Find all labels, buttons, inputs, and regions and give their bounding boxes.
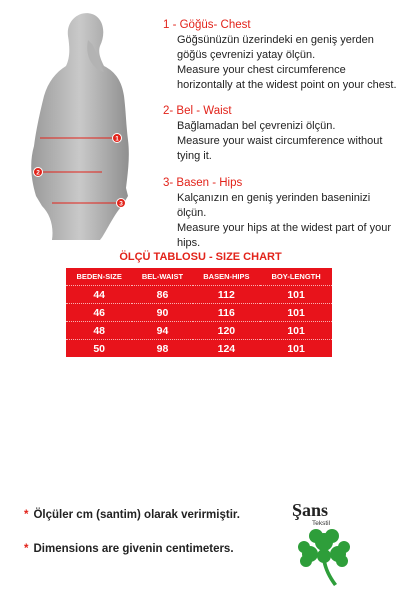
- instruction-heading: 2- Bel - Waist: [163, 105, 232, 117]
- asterisk-icon: *: [24, 543, 29, 555]
- table-cell: 101: [260, 322, 332, 340]
- mannequin-figure: [0, 0, 160, 240]
- brand-logo: [286, 500, 366, 590]
- table-row: [66, 286, 332, 304]
- mannequin-silhouette: [31, 13, 129, 240]
- table-cell: 112: [193, 286, 261, 304]
- note-units-tr: [24, 509, 240, 521]
- table-cell: 44: [66, 286, 132, 304]
- clover-icon: [294, 526, 354, 590]
- note-units-en: [24, 543, 234, 555]
- instruction-chest: [163, 18, 397, 93]
- table-cell: 86: [132, 286, 192, 304]
- table-row: [66, 322, 332, 340]
- instruction-heading: 3- Basen - Hips: [163, 177, 243, 189]
- logo-subtitle: Tekstil: [312, 520, 331, 527]
- column-header: BEDEN-SIZE: [76, 272, 122, 281]
- table-cell: 50: [66, 340, 132, 358]
- column-header: BEL-WAIST: [141, 272, 184, 281]
- instruction-text-tr: Kalçanızın en geniş yerinden baseninizi ölçün.: [177, 192, 371, 219]
- table-cell: 46: [66, 304, 132, 322]
- marker-1: [113, 134, 122, 143]
- asterisk-icon: *: [24, 509, 29, 521]
- marker-2: [34, 168, 43, 177]
- instruction-text-tr: Bağlamadan bel çevrenizi ölçün.: [177, 120, 336, 132]
- note-text: Ölçüler cm (santim) olarak verirmiştir.: [33, 509, 240, 521]
- column-header: BASEN-HIPS: [203, 272, 250, 281]
- svg-text:1: 1: [115, 135, 119, 143]
- table-cell: 120: [193, 322, 261, 340]
- table-cell: 101: [260, 286, 332, 304]
- table-cell: 48: [66, 322, 132, 340]
- instruction-heading: 1 - Göğüs- Chest: [163, 19, 251, 31]
- svg-text:3: 3: [119, 200, 123, 208]
- table-cell: 98: [132, 340, 192, 358]
- logo-name: Şans: [292, 500, 329, 520]
- table-cell: 90: [132, 304, 192, 322]
- instruction-text-en: Measure your waist circumference without tying it.: [177, 135, 383, 162]
- table-cell: 124: [193, 340, 261, 358]
- size-chart-title: ÖLÇÜ TABLOSU - SIZE CHART: [119, 251, 282, 263]
- instruction-text-en: Measure your chest circumference horizontally at the widest point on your chest.: [177, 64, 397, 91]
- table-cell: 116: [193, 304, 261, 322]
- instruction-text-en: Measure your hips at the widest part of your hips.: [177, 222, 391, 249]
- table-row: [66, 304, 332, 322]
- column-header: BOY-LENGTH: [271, 272, 321, 281]
- table-row: [66, 340, 332, 358]
- svg-text:2: 2: [36, 169, 40, 177]
- table-cell: 94: [132, 322, 192, 340]
- table-cell: 101: [260, 340, 332, 358]
- size-chart-table: [66, 268, 332, 357]
- note-text: Dimensions are givenin centimeters.: [33, 543, 234, 555]
- table-cell: 101: [260, 304, 332, 322]
- instruction-hips: [163, 176, 397, 251]
- table-header-row: [66, 268, 332, 286]
- instruction-waist: [163, 104, 397, 164]
- instruction-text-tr: Göğsünüzün üzerindeki en geniş yerden göğüs çevrenizi yatay ölçün.: [177, 34, 374, 61]
- marker-3: [117, 199, 126, 208]
